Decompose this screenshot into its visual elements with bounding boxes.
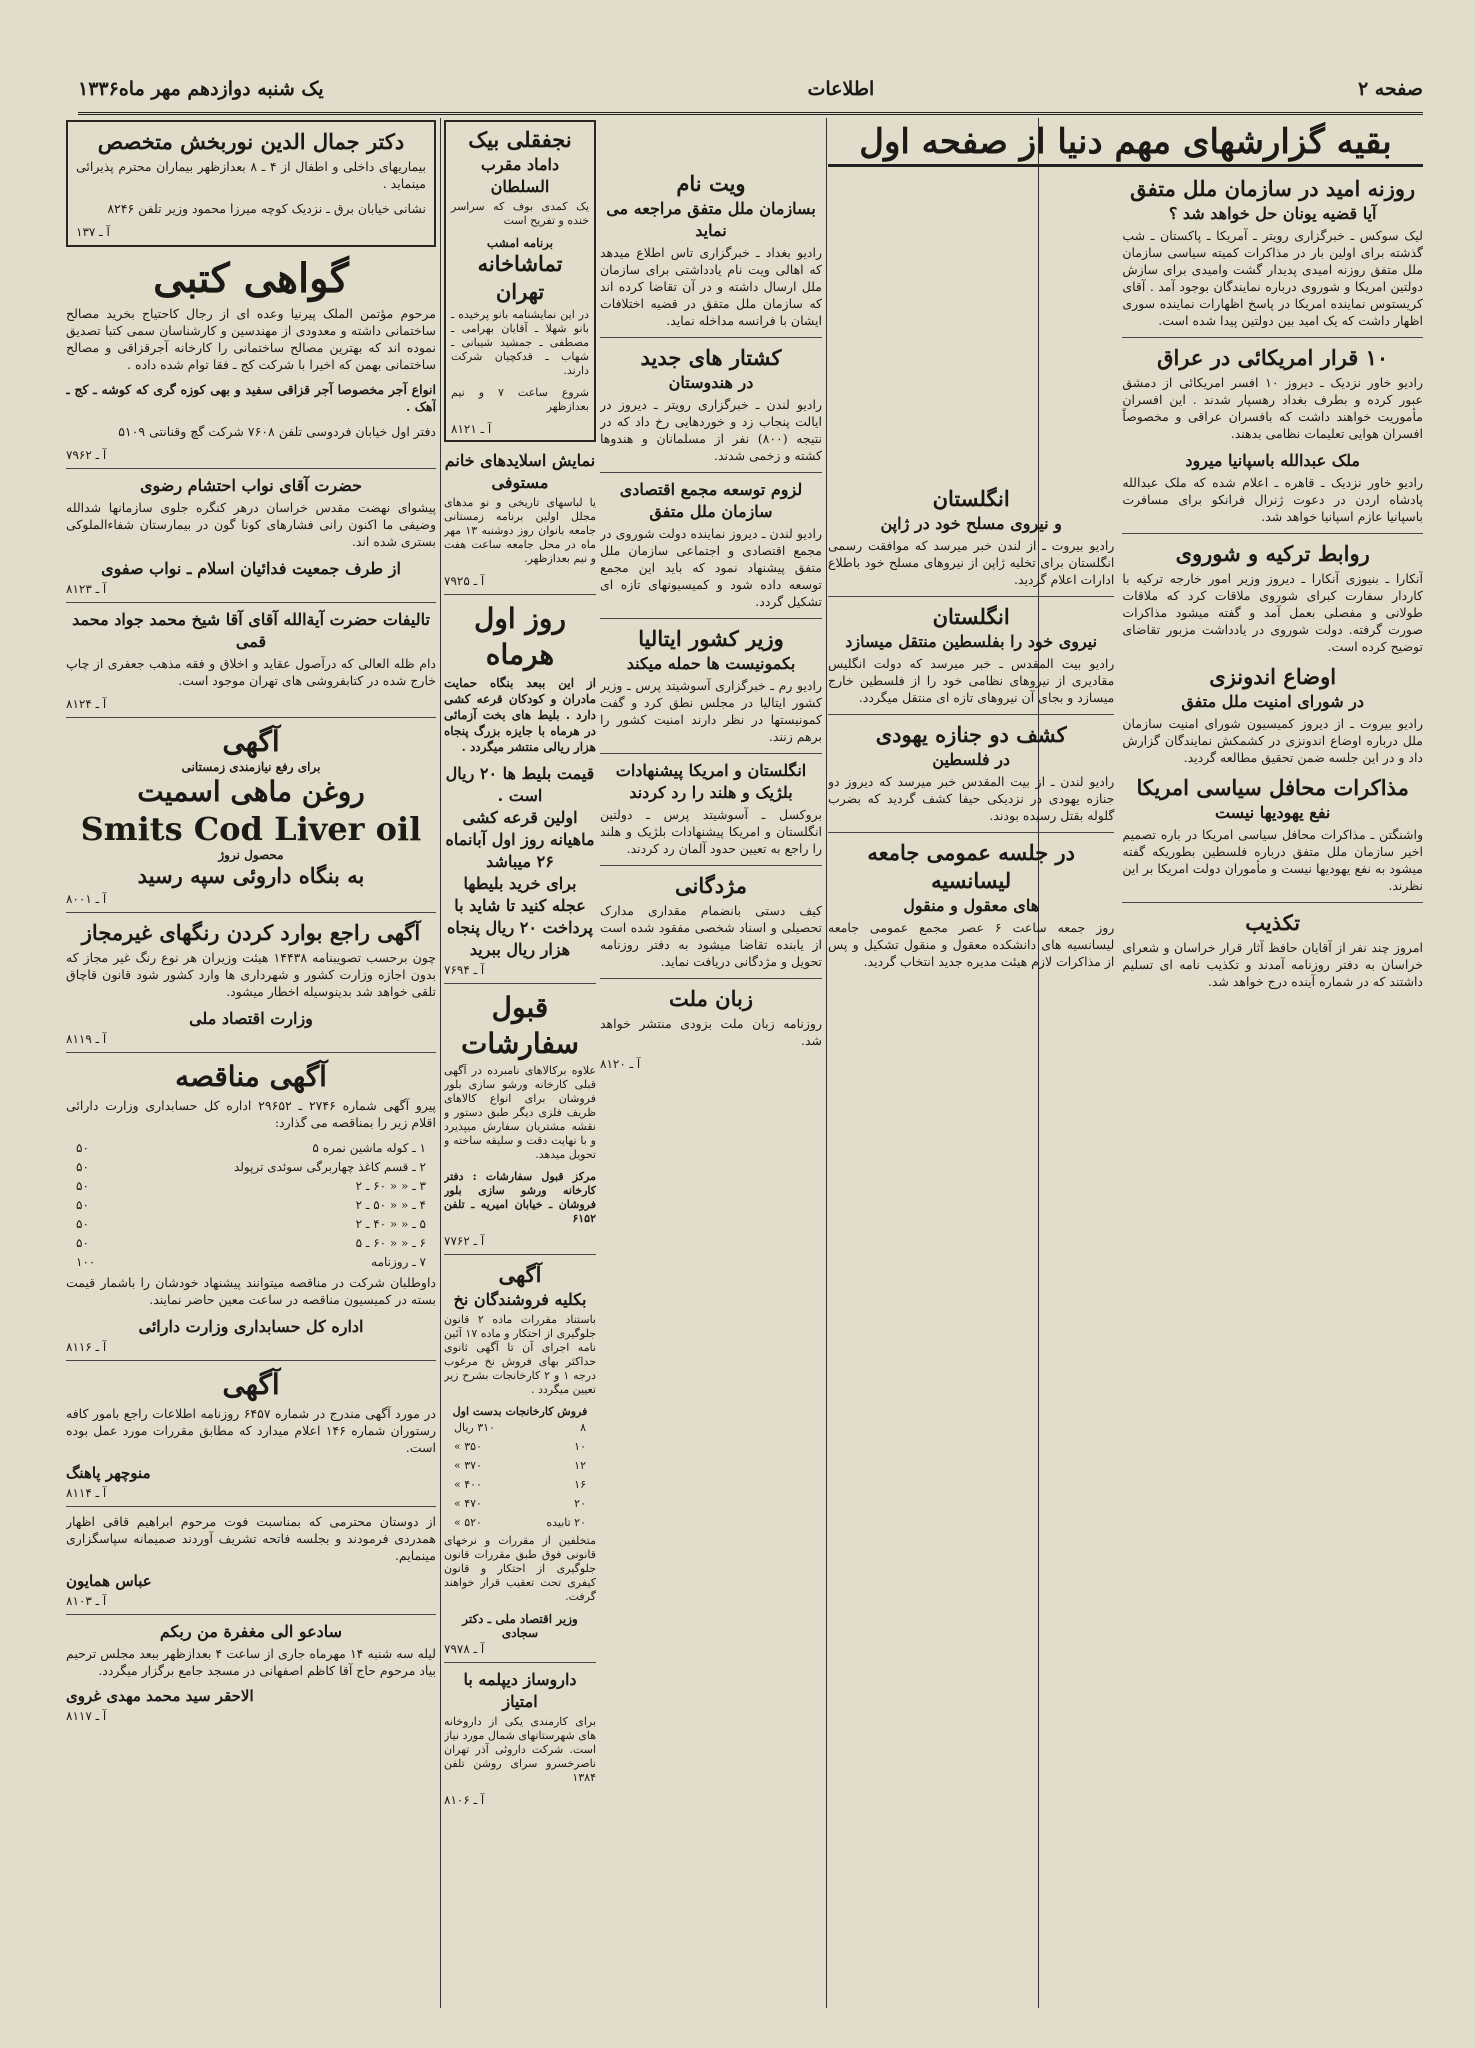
article-title: کشف دو جنازه یهودی xyxy=(875,722,1067,747)
ads-column-3-content xyxy=(444,120,596,2010)
orders-address: مرکز قبول سفارشات : دفتر کارخانه ورشو سازی بلور فروشان ـ خیابان امیریه ـ تلفن ۶۱۵۲ xyxy=(444,1170,596,1225)
ad-body: بیماریهای داخلی و اطفال از ۴ ـ ۸ بعدازظهر بیماران محترم پذیرائی مینماید . xyxy=(76,159,427,191)
article-title: لزوم توسعه مجمع اقتصادی xyxy=(619,480,803,499)
ad-signature: اداره کل حسابداری وزارت دارائی xyxy=(138,1317,364,1336)
article-body: بروکسل ـ آسوشیتد پرس ـ دولتین انگلستان و امریکا پیشنهادات بلژیک و هلند را راجع به تعیین حدود آلمان رد کردند. xyxy=(600,807,822,856)
article-body: رادیو بغداد ـ خبرگزاری تاس اطلاع میدهد که اهالی ویت نام یادداشتی برای سازمان ملل ارسال داشته و در آن تقاضا کرده اند که سازمان ملل متفق در قضیه اختلافات ایشان با فرانسه مداخله نماید. xyxy=(600,245,822,328)
column-rule xyxy=(826,118,827,2008)
ad-number: آ ـ ۷۹۶۲ xyxy=(66,448,107,462)
price-table xyxy=(444,1418,596,1532)
ad-body: دام ظله العالی که درآصول عقاید و اخلاق و فقه مذهب جعفری از چاپ خارج شده در کتابفروشی های تهران موجود است. xyxy=(66,656,436,688)
theater-title: نجفقلی بیک xyxy=(468,127,572,152)
article-body: روز جمعه ساعت ۶ عصر مجمع عمومی جامعه لیسانسیه های دانشکده معقول و منقول تشکیل و پس از مذاکرات لازم هیئت مدیره جدید انتخاب گردید. xyxy=(828,920,1115,969)
column-rule xyxy=(440,118,441,2008)
article-subtitle: های معقول و منقول xyxy=(903,896,1040,915)
table-cell: ۵۰ xyxy=(76,1141,89,1155)
ad-signature: از طرف جمعیت فدائیان اسلام ـ نواب صفوی xyxy=(101,559,401,578)
ad-signature: منوچهر پاهنگ xyxy=(66,1464,151,1482)
lottery-title: روز اول هرماه xyxy=(474,602,566,671)
article-title: انگلستان xyxy=(932,486,1010,511)
table-row xyxy=(444,1456,596,1475)
table-cell: ۴ ـ « « ۵۰ ـ ۲ xyxy=(355,1198,426,1212)
table-cell: ۴۷۰ » xyxy=(454,1497,482,1510)
table-cell: ۳۱۰ ریال xyxy=(454,1421,495,1434)
ad-body: برای کارمندی یکی از داروخانه های شهرستانهای شمال مورد نیاز است. شرکت داروئی آذر تهران ناصرخسرو سرای روشن تلفن ۱۳۸۴ xyxy=(444,1715,596,1784)
table-row xyxy=(66,1177,436,1196)
table-cell: ۷ ـ روزنامه xyxy=(371,1255,426,1269)
ad-body: از دوستان محترمی که بمناسبت فوت مرحوم ابراهیم قاقی اظهار همدردی فرمودند و بجلسه فاتحه تشریف آوردند صمیمانه سپاسگزاری مینمایم. xyxy=(66,1514,436,1563)
issue-date: یک شنبه دوازدهم مهر ماه۱۳۳۶ xyxy=(78,78,324,100)
article-body: آنکارا ـ بنیوزی آنکارا ـ دیروز وزیر امور خارجه ترکیه با کاردار سفارت کبرای شوروی ملاقات کرد که ملاقات طولانی و مفصلی بعمل آمد و گفته میشود مذاکرات صورت گرفته. دولت شوروی در یادداشت مزبور تقاضای توضیح کرده است. xyxy=(1122,571,1423,654)
show-title: نمایش اسلایدهای خانم مستوفی xyxy=(444,451,596,492)
column-1a xyxy=(1122,175,1423,998)
ad-number: آ ـ ۸۱۲۴ xyxy=(66,697,107,711)
show-body: یا لباسهای تاریخی و نو مدهای مجلل اولین برنامه زمستانی جامعه بانوان روز دوشنبه ۱۳ مهر ماه در محل جامعه ساعت هفت و نیم بعدازظهر. xyxy=(444,496,596,565)
article-body: رادیو خاور نزدیک ـ قاهره ـ اعلام شده که ملک عبدالله پادشاه اردن در دعوت ژنرال فرانکو برای مسافرت باسپانیا عازم اسپانیا خواهد شد. xyxy=(1122,475,1423,524)
table-cell: ۲ ـ قسم کاغذ چهاربرگی سوئدی ترپولد xyxy=(233,1160,426,1174)
ad-subtitle: برای رفع نیازمندی زمستانی xyxy=(181,760,321,774)
table-cell: ۶ ـ « « ۶۰ ـ ۵ xyxy=(355,1236,426,1250)
ad-title: آگهی مناقصه xyxy=(175,1060,327,1093)
article-subtitle: بکمونیست ها حمله میکند xyxy=(626,654,796,673)
ad-body: پیرو آگهی شماره ۲۷۴۶ ـ ۲۹۶۵۲ اداره کل حسابداری وزارت دارائی اقلام زیر را بمناقصه می گذارد: xyxy=(66,1098,436,1130)
orders-title: قبول سفارشات xyxy=(460,991,580,1060)
table-row xyxy=(444,1418,596,1437)
ad-body: لیله سه شنبه ۱۴ مهرماه جاری از ساعت ۴ بعدازظهر ببعد مجلس ترحیم بیاد مرحوم حاج آقا کاظم اصفهانی در مسجد جامع برگزار میگردد. xyxy=(66,1646,436,1678)
table-row xyxy=(66,1139,436,1158)
table-cell: ۳۵۰ » xyxy=(454,1440,482,1453)
ads-column xyxy=(66,120,436,2010)
ad-number: آ ـ ۸۱۲۰ xyxy=(600,1057,641,1071)
table-row xyxy=(66,1215,436,1234)
article-subtitle: نیروی خود را بفلسطین منتقل میسازد xyxy=(845,632,1098,651)
article-body: رادیو بیروت ـ از دیروز کمیسیون شورای امنیت سازمان ملل درباره اوضاع اندونزی در کشمکش نمایندگان گزارش داد و در این جلسه ضمن تحقیق مطالعه گردید. xyxy=(1122,716,1423,765)
product-name-english: Smits Cod Liver oil xyxy=(80,810,422,848)
lottery-price: قیمت بلیط ها ۲۰ ریال است . xyxy=(445,764,595,805)
table-cell: ۳۷۰ » xyxy=(454,1459,482,1472)
article-title: مذاکرات محافل سیاسی امریکا xyxy=(1136,775,1409,800)
ad-body: در مورد آگهی مندرج در شماره ۶۴۵۷ روزنامه اطلاعات راجع بامور کافه رستوران شماره ۱۴۶ اعلام میدارد که مطابق مقررات مورد عمل بوده است. xyxy=(66,1406,436,1455)
article-title: اوضاع اندونزی xyxy=(1209,664,1337,689)
ad-number: آ ـ ۸۱۲۱ xyxy=(451,422,492,436)
article-body: رادیو لندن ـ خبرگزاری رویتر ـ دیروز در ایالت پنجاب زد و خوردهایی رخ داد که در نتیجه (۸۰۰) نفر از مسلمانان و هندوها کشته و زخمی شدند. xyxy=(600,397,822,463)
product-arrival: به بنگاه داروئی سپه رسید xyxy=(137,863,365,888)
ad-number: آ ـ ۷۶۹۴ xyxy=(444,963,485,977)
ad-number: آ ـ ۸۱۱۷ xyxy=(66,1709,107,1723)
lottery-first: اولین قرعه کشی ماهیانه روز اول آبانماه ۲۶ میباشد xyxy=(445,808,595,871)
ad-title: آگهی xyxy=(222,1368,280,1401)
orders-body: علاوه برکالاهای نامبرده در آگهی قبلی کارخانه ورشو سازی بلور فروشان برای انواع کالاهای ظریف فلزی دیگر طبق دستور و نقشه مشتریان سفارش میپذیرد و با نهایت دقت و سلیقه ساخته و تحویل میدهد. xyxy=(444,1064,596,1161)
paper-name: اطلاعات xyxy=(807,78,875,100)
ad-title: سادعو الی مغفرة من ربکم xyxy=(159,1622,343,1641)
ad-title: آگهی xyxy=(222,725,280,758)
product-origin: محصول نروژ xyxy=(218,848,284,862)
article-body: رادیو لندن ـ دیروز نماینده دولت شوروی در مجمع اقتصادی و اجتماعی سازمان ملل متفق پیشنهاد نمود که باید این مجمع توسعه داده شود و کمیسیونهای تازه ای تشکیل گردد. xyxy=(600,526,822,609)
ad-number: آ ـ ۸۰۰۱ xyxy=(66,892,107,906)
masthead xyxy=(78,66,1423,115)
theater-desc: یک کمدی بوف که سراسر خنده و تفریح است xyxy=(451,200,589,227)
table-cell: ۵۰ xyxy=(76,1217,89,1231)
article-title: روابط ترکیه و شوروی xyxy=(1175,541,1370,566)
ad-body: باستناد مقررات ماده ۲ قانون جلوگیری از احتکار و ماده ۱۷ آئین نامه اجرای آن تا آگهی ثانوی حداکثر بهای فروش نخ مرغوب درجه ۱ و ۲ کارخانجات بشرح زیر تعیین میگردد . xyxy=(444,1313,596,1396)
article-body: واشنگتن ـ مذاکرات محافل سیاسی امریکا در باره تصمیم اخیر سازمان ملل متفق درباره فلسطین بطوریکه گفته میشود به نفع یهودیها نیست و مأموران دولت امریکا بر این نظرند. xyxy=(1122,827,1423,893)
table-cell: ۱۲ xyxy=(574,1459,586,1472)
table-cell: ۵۲۰ » xyxy=(454,1516,482,1529)
lottery-body: از این ببعد بنگاه حمایت مادران و کودکان قرعه کشی دارد . بلیط های بخت آزمائی در هرماه با جایزه بزرگ پنجاه هزار ریالی منتشر میگردد . xyxy=(444,676,596,754)
table-row xyxy=(444,1513,596,1532)
ad-title: آگهی xyxy=(498,1262,542,1287)
ad-note: داوطلبان شرکت در مناقصه میتوانند پیشنهاد خودشان را باشمار قیمت بسته در کمیسیون مناقصه در ساعت معین حاضر نمایند. xyxy=(66,1275,436,1307)
article-title: در جلسه عمومی جامعه لیسانسیه xyxy=(867,840,1075,893)
article-subtitle: سازمان ملل متفق xyxy=(649,502,773,521)
ad-number: آ ـ ۸۱۰۶ xyxy=(444,1793,485,1807)
table-cell: ۵ ـ « « ۴۰ ـ ۲ xyxy=(355,1217,426,1231)
ad-number: آ ـ ۸۱۱۹ xyxy=(66,1032,107,1046)
ad-subtitle: بکلیه فروشندگان نخ xyxy=(453,1290,587,1309)
article-subtitle: در فلسطین xyxy=(932,750,1011,769)
column-1b xyxy=(828,175,1114,998)
table-cell: ۵۰ xyxy=(76,1236,89,1250)
product-name: روغن ماهی اسمیت xyxy=(137,775,365,808)
lottery-call: برای خرید بلیطها عجله کنید تا شاید با پرداخت ۲۰ ریال پنجاه هزار ریال ببرید xyxy=(447,874,593,959)
table-cell: ۵۰ xyxy=(76,1179,89,1193)
theater-cast: در این نمایشنامه بانو پرخیده ـ بانو شهلا ـ آقایان بهرامی ـ مصطفی ـ جمشید شیبانی ـ شهاب ـ قدکچیان شرکت دارند. xyxy=(451,308,589,377)
ad-body: چون برحسب تصویبنامه ۱۴۴۳۸ هیئت وزیران هر نوع رنگ غیر مجاز که بدون اجازه وزارت کشور و شهرداری ها وارد کشور شود قانون قاچاق تلقی خواهد شد بدینوسیله اخطار میشود. xyxy=(66,950,436,999)
ad-address: دفتر اول خیابان فردوسی تلفن ۷۶۰۸ شرکت گچ وقنانتی ۵۱۰۹ xyxy=(118,424,436,439)
table-cell: ۳ ـ « « ۶۰ ـ ۲ xyxy=(355,1179,426,1193)
page-number: صفحه ۲ xyxy=(1357,78,1423,100)
article-body: رادیو رم ـ خبرگزاری آسوشیتد پرس ـ وزیر کشور ایتالیا در مجلس نطق کرد و گفت کمونیستها در نظر دارند امنیت کشور را برهم زنند. xyxy=(600,678,822,744)
ad-title: داروساز دیپلمه با امتیاز xyxy=(463,1670,577,1711)
table-cell: ۱۰۰ xyxy=(76,1255,96,1269)
ad-signature: وزیر اقتصاد ملی ـ دکتر سجادی xyxy=(462,1612,578,1640)
theater-name: تماشاخانه تهران xyxy=(477,251,563,304)
article-title: وزیر کشور ایتالیا xyxy=(638,626,784,651)
article-body: رادیو بیروت ـ از لندن خبر میرسد که موافقت رسمی انگلستان برای تخلیه ژاپن از نیروهای مسلح خود باطلاع ادارات اعلام گردید. xyxy=(828,538,1115,587)
ad-number: آ ـ ۸۱۰۳ xyxy=(66,1594,107,1608)
ad-number: آ ـ ۱۳۷ xyxy=(76,225,110,239)
theater-program: برنامه امشب xyxy=(486,236,554,250)
ad-title: تالیفات حضرت آیةالله آقای آقا شیخ محمد جواد محمد قمی xyxy=(72,610,430,651)
article-title: تکذیب xyxy=(1245,910,1301,935)
article-subtitle: در هندوستان xyxy=(668,373,754,392)
notice-body: روزنامه زبان ملت بزودی منتشر خواهد شد. xyxy=(600,1016,822,1048)
ad-number: آ ـ ۷۷۶۲ xyxy=(444,1234,485,1248)
table-cell: ۲۰ تابیده xyxy=(546,1516,586,1529)
article-title: ملک عبدالله باسپانیا میرود xyxy=(1185,451,1360,470)
ad-title: حضرت آقای نواب احتشام رضوی xyxy=(140,476,362,495)
ad-title: گواهی کتبی xyxy=(153,255,349,302)
article-subtitle: بسازمان ملل متفق مراجعه می نماید xyxy=(606,199,816,240)
article-body: رادیو بیت المقدس ـ خبر میرسد که دولت انگلیس مقادیری از نیروهای نظامی خود را از فلسطین خارج میسازد و بجای آن نیروهای تازه ای منتقل میگردد. xyxy=(828,656,1115,705)
article-body: کیف دستی بانضمام مقداری مدارک تحصیلی و اسناد شخصی مفقود شده است از یابنده تقاضا میشود به دفتر روزنامه تحویل و مژدگانی دریافت نماید. xyxy=(600,903,822,969)
ad-body: مرحوم مؤتمن الملک پیرنیا وعده ای از رجال کاحتیاج بخرید مصالح ساختمانی داشته و معدودی از مهندسین و کارشناسان سمی کتبا تصدیق نموده اند که بهترین مصالح ساختمانی را کارخانه آجرقزاقی و مصالح ساختمانی بهمن که اخیرا با شرکت کج ـ فقا توام شده داده . xyxy=(66,306,436,372)
news-column xyxy=(828,120,1423,2010)
article-title: ویت نام xyxy=(676,171,746,196)
ad-number: آ ـ ۸۱۲۳ xyxy=(66,582,107,596)
article-subtitle: و نیروی مسلح خود در ژاپن xyxy=(880,514,1062,533)
tender-list xyxy=(66,1139,436,1272)
table-cell: ۵۰ xyxy=(76,1198,89,1212)
article-subtitle: نفع یهودیها نیست xyxy=(1214,803,1331,822)
notice-title: زبان ملت xyxy=(669,986,753,1011)
ad-number: آ ـ ۸۱۱۶ xyxy=(66,1340,107,1354)
article-title: روزنه امید در سازمان ملل متفق xyxy=(1130,176,1416,201)
theater-time: شروع ساعت ۷ و نیم بعدازظهر xyxy=(451,386,589,413)
table-cell: ۴۰۰ » xyxy=(454,1478,482,1491)
article-title: ۱۰ قرار امریکائی در عراق xyxy=(1157,345,1389,370)
ad-body: پیشوای نهضت مقدس خراسان درهر کنگره جلوی سازمانها شدالله وضیفی ما اکنون رانی فشارهای کونا گون در بیمارستان شفاءالملوکی بستری شده اند. xyxy=(66,500,436,549)
table-row xyxy=(66,1158,436,1177)
ad-title: آگهی راجع بوارد کردن رنگهای غیرمجاز xyxy=(81,920,421,945)
section-banner: بقیه گزارشهای مهم دنیا از صفحه اول xyxy=(828,120,1423,167)
ad-note: متخلفین از مقررات و نرخهای قانونی فوق طبق مقررات قانون جلوگیری از احتکار و قانون کیفری تحت تعقیب قرار خواهند گرفت. xyxy=(444,1534,596,1603)
table-row xyxy=(66,1253,436,1272)
ad-signature: الاحقر سید محمد مهدی غروی xyxy=(66,1687,254,1705)
article-title: انگلستان و امریکا پیشنهادات xyxy=(615,761,807,780)
ad-signature: وزارت اقتصاد ملی xyxy=(189,1009,313,1028)
article-subtitle: آیا قضیه یونان حل خواهد شد ؟ xyxy=(1168,204,1377,223)
table-cell: ۱۶ xyxy=(574,1478,586,1491)
article-title: انگلستان xyxy=(932,604,1010,629)
article-title: کشتار های جدید xyxy=(640,345,782,370)
table-row xyxy=(444,1437,596,1456)
ad-title: دکتر جمال الدین نوربخش متخصص xyxy=(97,129,405,154)
table-cell: ۵۰ xyxy=(76,1160,89,1174)
article-body: لیک سوکس ـ خبرگزاری رویتر ـ آمریکا ـ پاکستان ـ شب گذشته برای اولین بار در مذاکرات کمیته سیاسی سازمان ملل متفق روزنه امیدی پدیدار گشت وامیدی برای سازش دولتین امریکا و شوروی درباره نمایندگان بوجود آمد . آقای کریستوس نماینده امریکا در پاسخ اظهارات نماینده سوری اظهار داشت که یک امید بین دولتین پیدا شده است. xyxy=(1122,228,1423,328)
table-cell: ۲۰ xyxy=(574,1497,586,1510)
ad-products: انواع آجر مخصوصا آجر قزاقی سفید و بهی کوزه گری که کوشه ـ کج ـ آهک . xyxy=(66,382,436,414)
theater-subtitle: داماد مقرب السلطان xyxy=(480,155,560,196)
article-body: رادیو لندن ـ از بیت المقدس خبر میرسد که دیروز دو جنازه یهودی در نزدیکی حیفا کشف گردید که بضرب گلوله بقتل رسیده بودند. xyxy=(828,774,1115,823)
article-subtitle: در شورای امنیت ملل متفق xyxy=(1181,692,1365,711)
table-cell: ۱۰ xyxy=(574,1440,586,1453)
ad-number: آ ـ ۷۹۷۸ xyxy=(444,1642,485,1656)
ad-address: نشانی خیابان برق ـ نزدیک کوچه میرزا محمود وزیر تلفن ۸۲۴۶ xyxy=(107,201,426,216)
price-table-header: فروش کارخانجات بدست اول xyxy=(452,1405,588,1418)
table-row xyxy=(444,1494,596,1513)
article-subtitle: بلژیک و هلند را رد کردند xyxy=(629,783,793,802)
table-row xyxy=(66,1234,436,1253)
ad-number: آ ـ ۸۱۱۴ xyxy=(66,1486,107,1500)
article-body: امروز چند نفر از آقایان حافظ آثار قرار خراسان و شعرای خراسان به دفتر روزنامه آمدند و تکذیب نامه ای تسلیم داشتند که در شماره آینده درج خواهد شد. xyxy=(1122,940,1423,989)
ad-number: آ ـ ۷۹۲۵ xyxy=(444,574,485,588)
table-cell: ۱ ـ کوله ماشین نمره ۵ xyxy=(312,1141,426,1155)
table-row xyxy=(444,1475,596,1494)
article-title: مژدگانی xyxy=(675,873,747,898)
ad-signature: عباس همایون xyxy=(66,1572,152,1590)
article-body: رادیو خاور نزدیک ـ دیروز ۱۰ افسر امریکائی از دمشق عبور کرده و بطرف بغداد رهسپار شدند . این افسران مأموریت خواهند داشت که بافسران عراقی و مخصوصاً افسران هوایی تعلیمات نظامی بدهند. xyxy=(1122,375,1423,441)
table-row xyxy=(66,1196,436,1215)
news-column-2 xyxy=(600,170,822,2010)
table-cell: ۸ xyxy=(580,1421,586,1434)
